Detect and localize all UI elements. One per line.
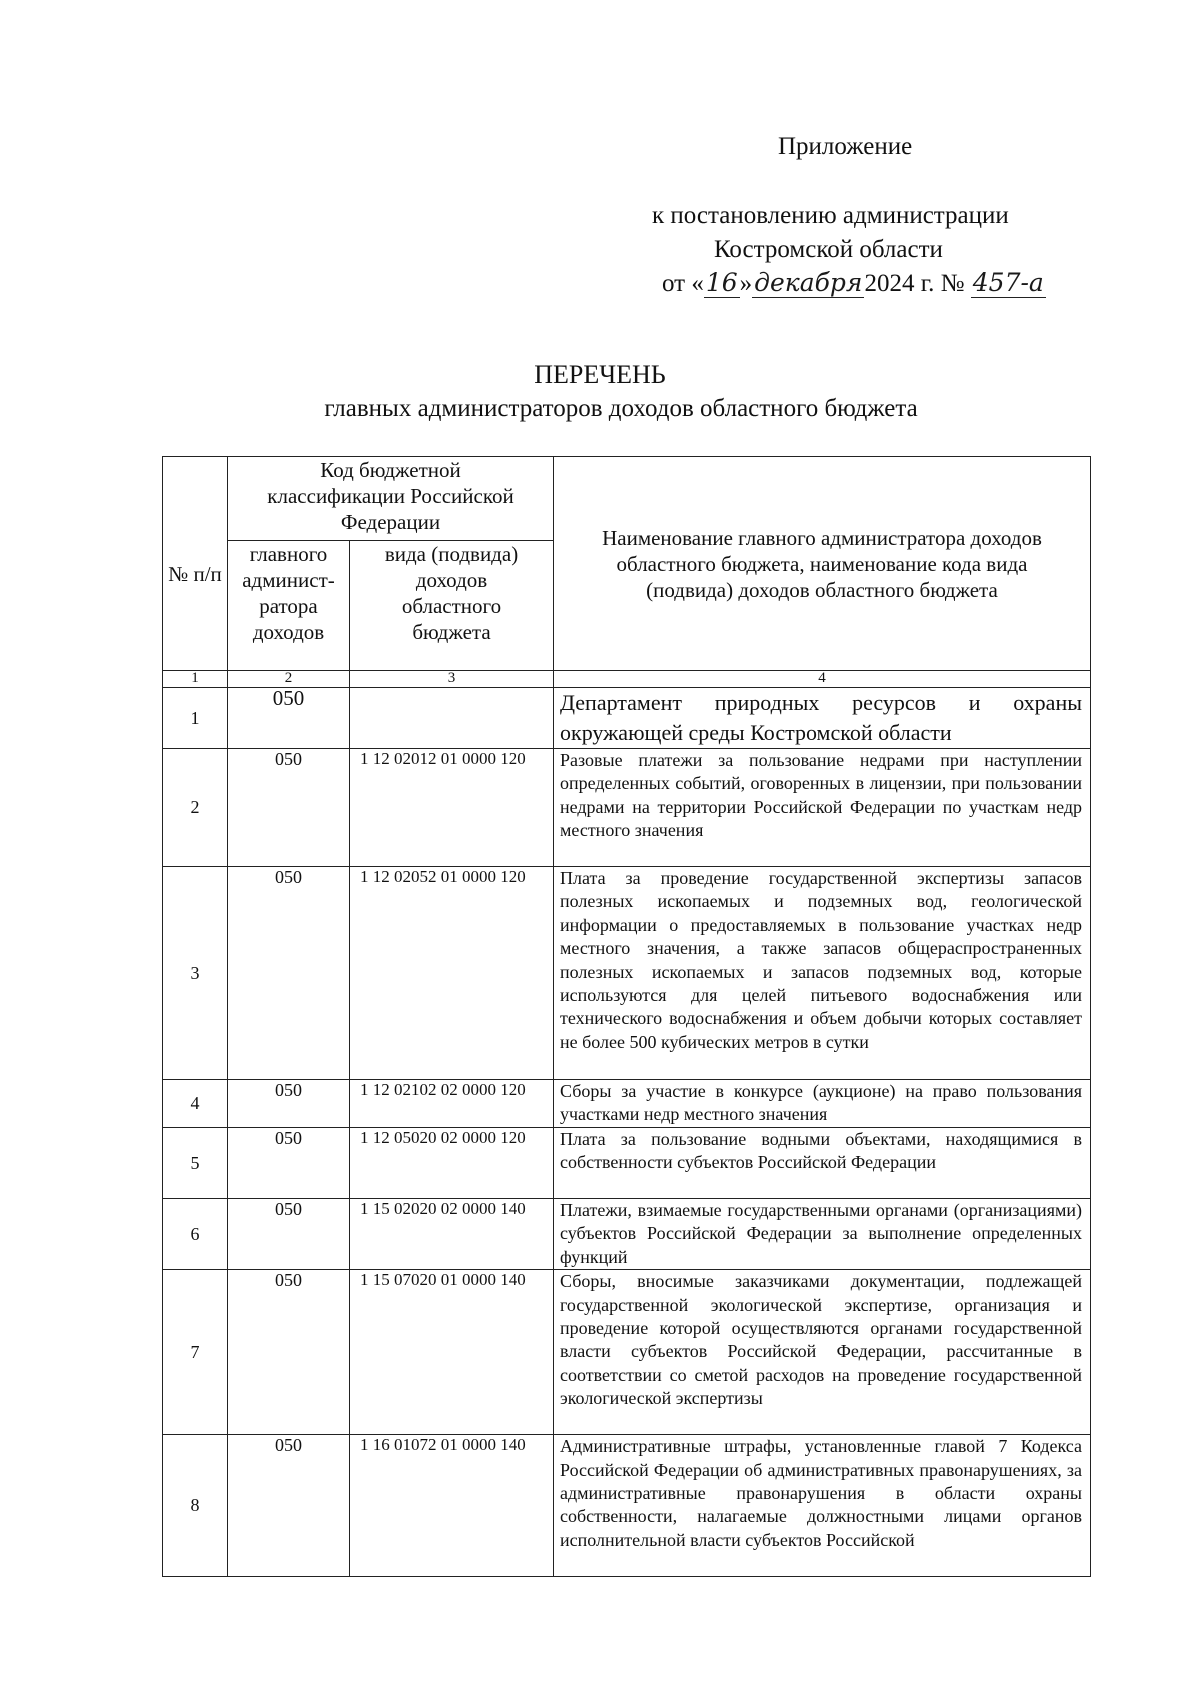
admin-code: 050	[228, 688, 350, 749]
row-number: 1	[163, 688, 228, 749]
table-row	[163, 688, 1091, 749]
row-number: 6	[163, 1199, 228, 1270]
decree-date-line	[662, 268, 1046, 298]
header-budget-code-group: Код бюджетной классификации Российской Федерации	[228, 457, 554, 541]
row-number: 4	[163, 1080, 228, 1128]
header-administrator-name: Наименование главного администратора доходов областного бюджета, наименование кода вида (подвида) доходов областного бюджета	[554, 457, 1091, 671]
admin-code: 050	[228, 1270, 350, 1435]
table-row	[163, 1435, 1091, 1577]
income-name: Плата за проведение государственной экспертизы запасов полезных ископаемых и подземных вод, геологической информации о предоставляемых в пользование участках недр местного значения, а также запасов общераспространенных полезных ископаемых и запасов подземных вод, которые используются для целей питьевого водоснабжения или технического водоснабжения и объем добычи которых составляет не более 500 кубических метров в сутки	[554, 867, 1091, 1080]
decree-reference-line2: Костромской области	[714, 236, 943, 263]
header-income-kind-code: вида (подвида) доходов областного бюджета	[350, 541, 554, 671]
table-row	[163, 1128, 1091, 1199]
income-name: Департамент природных ресурсов и охраны окружающей среды Костромской области	[554, 688, 1091, 749]
document-title: ПЕРЕЧЕНЬ	[534, 360, 666, 389]
admin-code: 050	[228, 1199, 350, 1270]
admin-code: 050	[228, 1435, 350, 1577]
decree-reference-line1: к постановлению администрации	[652, 202, 1009, 229]
income-code: 1 12 02102 02 0000 120	[350, 1080, 554, 1128]
table-row	[163, 1080, 1091, 1128]
admin-code: 050	[228, 749, 350, 867]
date-year: 2024 г. №	[864, 270, 965, 297]
income-code: 1 12 02012 01 0000 120	[350, 749, 554, 867]
income-name: Платежи, взимаемые государственными органами (организациями) субъектов Российской Федерации за выполнение определенных функций	[554, 1199, 1091, 1270]
income-administrators-table	[162, 456, 1091, 1577]
decree-number-handwritten: 457-а	[972, 268, 1044, 297]
table-row	[163, 1199, 1091, 1270]
income-code: 1 16 01072 01 0000 140	[350, 1435, 554, 1577]
appendix-title: Приложение	[778, 133, 913, 160]
income-name: Плата за пользование водными объектами, находящимися в собственности субъектов Российской Федерации	[554, 1128, 1091, 1199]
table-row	[163, 749, 1091, 867]
income-name: Сборы за участие в конкурсе (аукционе) на право пользования участками недр местного значения	[554, 1080, 1091, 1128]
income-code: 1 15 02020 02 0000 140	[350, 1199, 554, 1270]
income-code: 1 12 05020 02 0000 120	[350, 1128, 554, 1199]
date-mid: »	[739, 270, 753, 297]
header-admin-code: главного админист-ратора доходов	[228, 541, 350, 671]
column-number-1: 1	[163, 671, 228, 688]
row-number: 2	[163, 749, 228, 867]
date-month-handwritten: декабря	[754, 268, 863, 297]
row-number: 5	[163, 1128, 228, 1199]
income-code	[350, 688, 554, 749]
income-name: Административные штрафы, установленные главой 7 Кодекса Российской Федерации об административных правонарушениях, за административные правонарушения в области охраны собственности, налагаемые должностными лицами органов исполнительной власти субъектов Российской	[554, 1435, 1091, 1577]
row-number: 7	[163, 1270, 228, 1435]
column-number-4: 4	[554, 671, 1091, 688]
income-code: 1 12 02052 01 0000 120	[350, 867, 554, 1080]
table-row	[163, 867, 1091, 1080]
admin-code: 050	[228, 867, 350, 1080]
income-code: 1 15 07020 01 0000 140	[350, 1270, 554, 1435]
column-number-3: 3	[350, 671, 554, 688]
row-number: 3	[163, 867, 228, 1080]
document-subtitle: главных администраторов доходов областного бюджета	[324, 395, 918, 422]
column-number-2: 2	[228, 671, 350, 688]
admin-code: 050	[228, 1080, 350, 1128]
income-name: Разовые платежи за пользование недрами при наступлении определенных событий, оговоренных в лицензии, при пользовании недрами на территории Российской Федерации по участкам недр местного значения	[554, 749, 1091, 867]
admin-code: 050	[228, 1128, 350, 1199]
date-prefix: от «	[662, 270, 704, 297]
table-row	[163, 1270, 1091, 1435]
header-row-number: № п/п	[163, 457, 228, 671]
income-name: Сборы, вносимые заказчиками документации, подлежащей государственной экологической экспертизе, организация и проведение которой осуществляются органами государственной власти субъектов Российской Федерации, рассчитанные в соответствии со сметой расходов на проведение государственной экологической экспертизы	[554, 1270, 1091, 1435]
row-number: 8	[163, 1435, 228, 1577]
date-day-handwritten: 16	[705, 268, 738, 297]
